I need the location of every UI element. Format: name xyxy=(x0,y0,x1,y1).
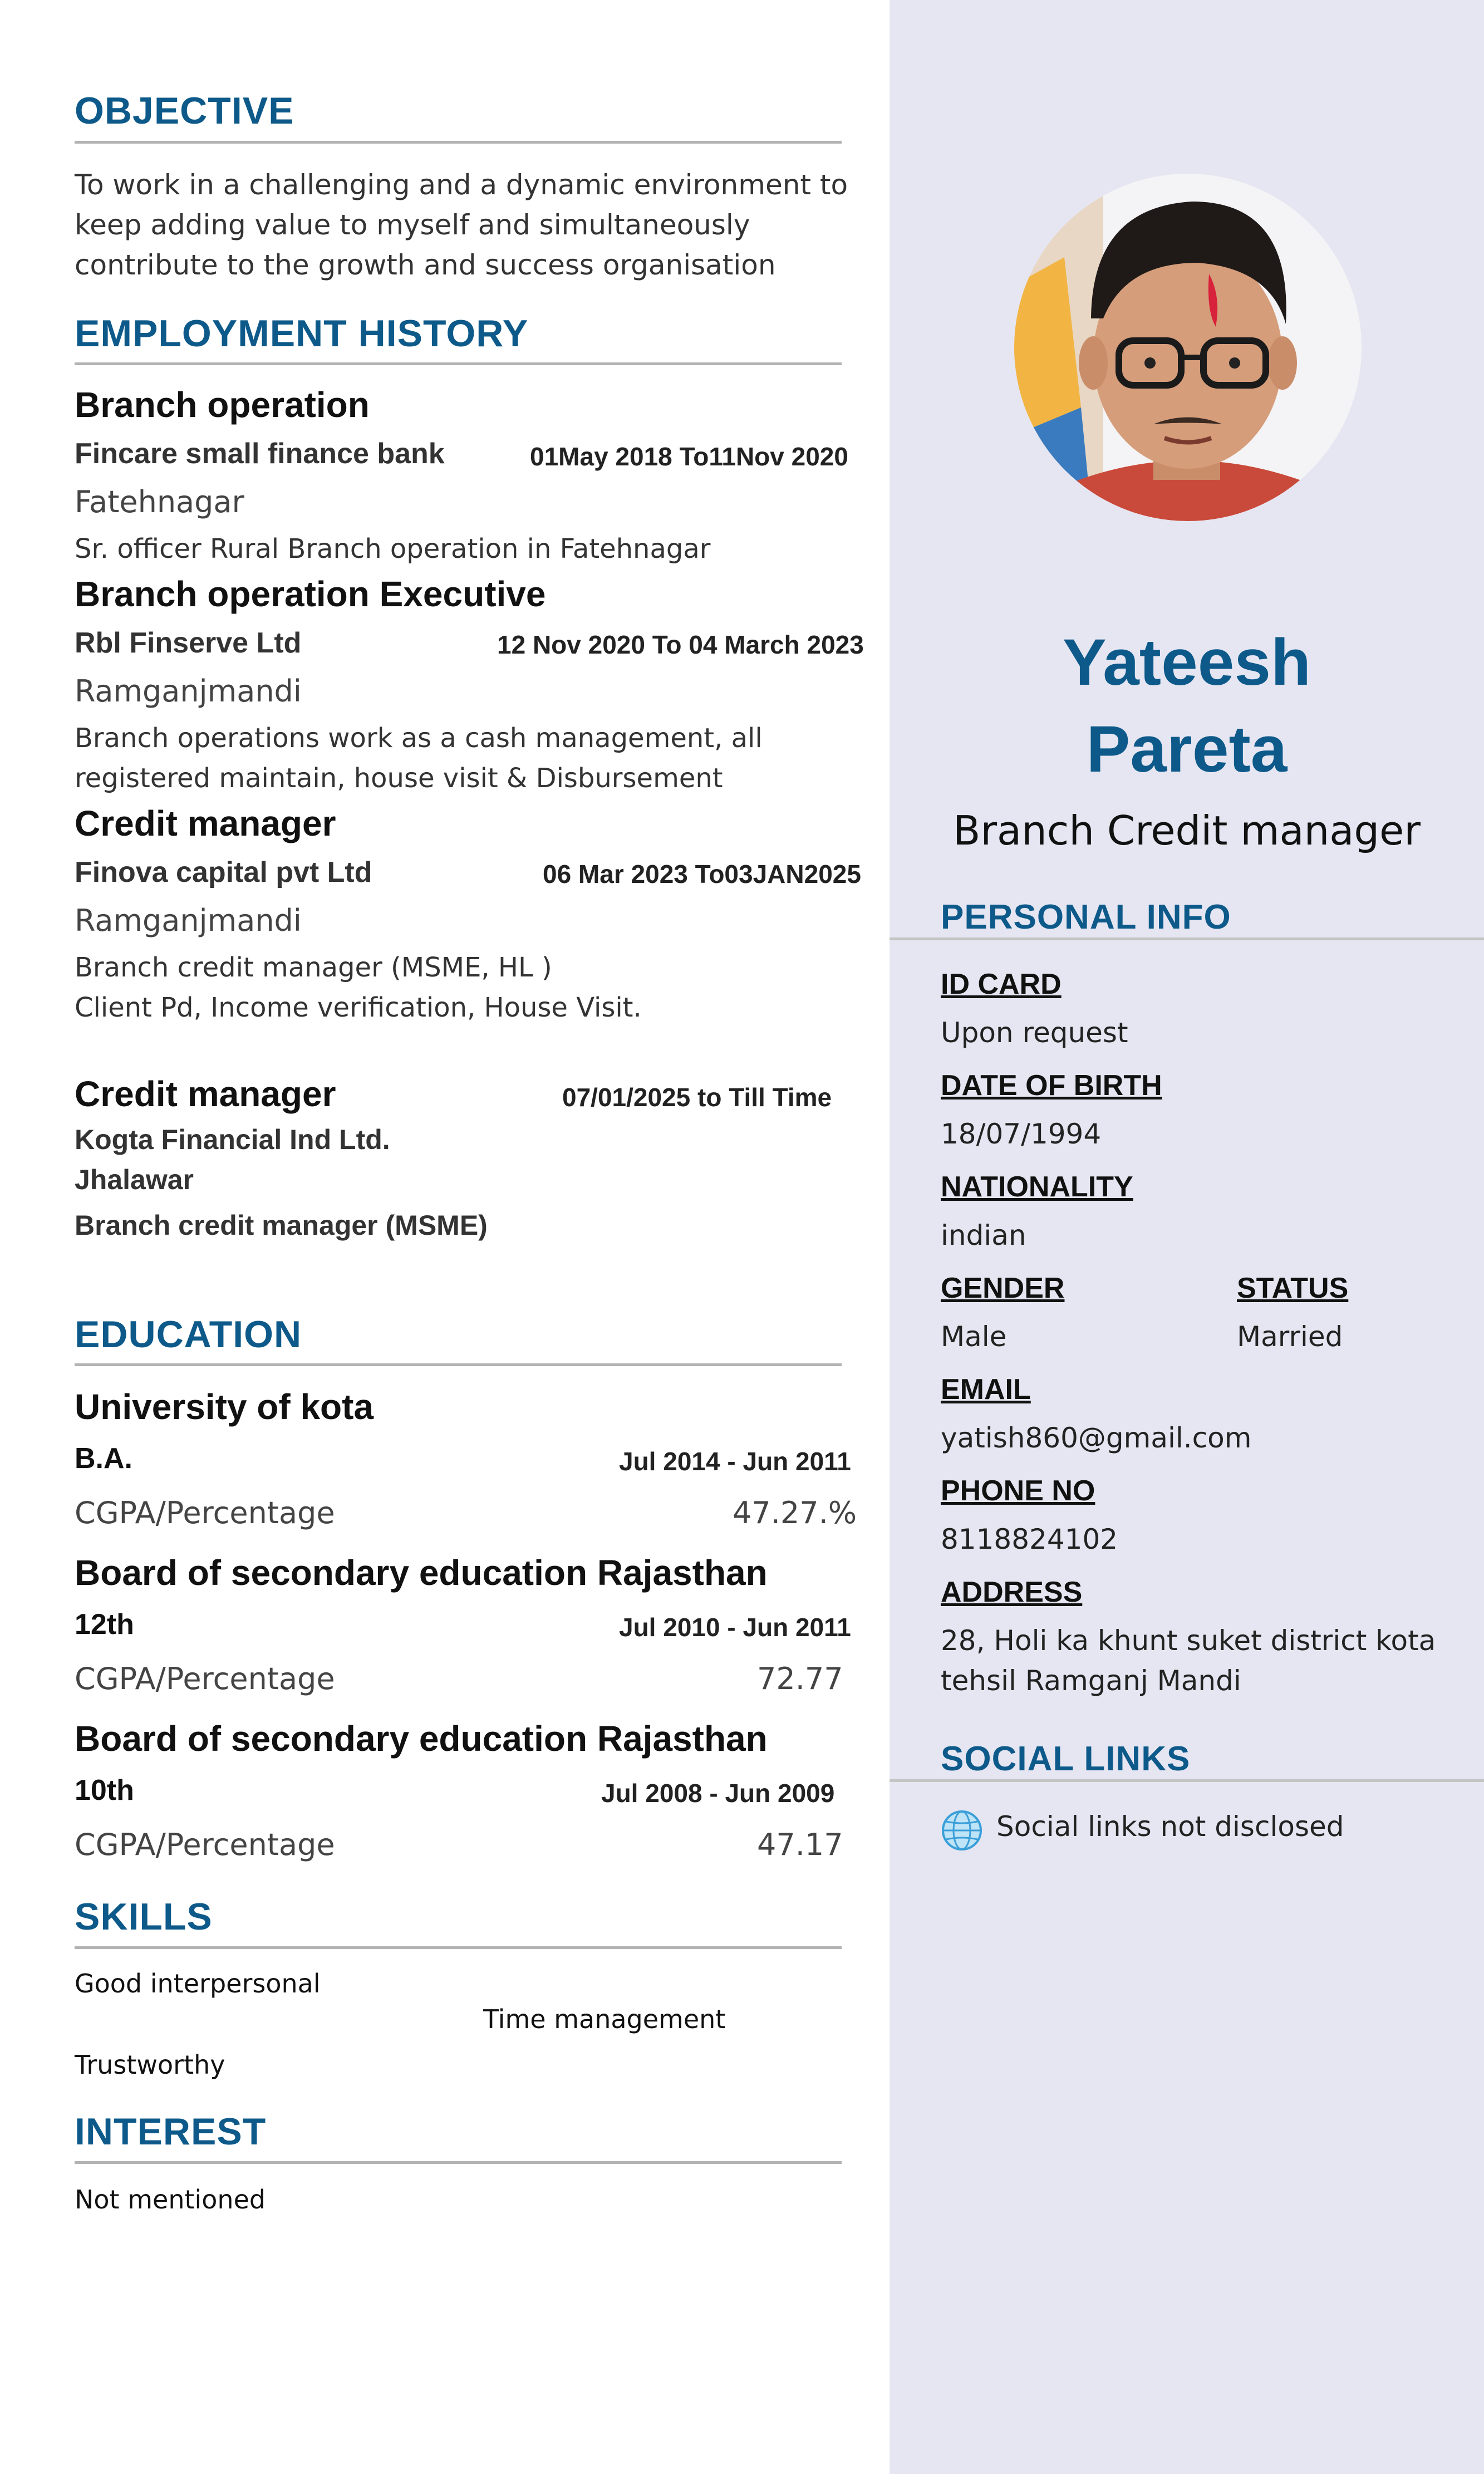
education-school: Board of secondary education Rajasthan xyxy=(75,1553,768,1593)
job-company: Rbl Finserve Ltd xyxy=(75,627,302,659)
interest-divider xyxy=(75,2161,842,2164)
nationality-value: indian xyxy=(941,1219,1026,1251)
id-card-value: Upon request xyxy=(941,1017,1128,1049)
job-description: Branch operations work as a cash management, all xyxy=(75,723,763,754)
job-company: Fincare small finance bank xyxy=(75,438,445,470)
job-title: Credit manager xyxy=(75,1074,336,1114)
globe-icon xyxy=(941,1809,983,1852)
objective-line: keep adding value to myself and simultaneously xyxy=(75,209,750,241)
status-value: Married xyxy=(1237,1321,1343,1353)
grade-value: 72.77 xyxy=(757,1661,843,1696)
gender-value: Male xyxy=(941,1321,1007,1353)
dob-value: 18/07/1994 xyxy=(941,1118,1102,1150)
job-description: registered maintain, house visit & Disbursement xyxy=(75,763,723,794)
social-links-text: Social links not disclosed xyxy=(996,1810,1344,1843)
education-dates: Jul 2008 - Jun 2009 xyxy=(601,1779,835,1808)
education-divider xyxy=(75,1363,842,1366)
objective-divider xyxy=(75,141,842,144)
avatar-photo xyxy=(1014,174,1362,521)
job-location: Ramganjmandi xyxy=(75,903,302,938)
job-company: Finova capital pvt Ltd xyxy=(75,856,372,889)
avatar xyxy=(1014,174,1362,521)
education-heading: EDUCATION xyxy=(75,1313,302,1356)
gender-label: GENDER xyxy=(941,1272,1065,1304)
job-dates: 12 Nov 2020 To 04 March 2023 xyxy=(497,630,864,659)
education-degree: 10th xyxy=(75,1774,134,1807)
objective-heading: OBJECTIVE xyxy=(75,90,294,132)
address-label: ADDRESS xyxy=(941,1576,1083,1608)
education-school: University of kota xyxy=(75,1387,374,1427)
skill-item: Good interpersonal xyxy=(75,1969,321,1999)
id-card-label: ID CARD xyxy=(941,968,1062,1000)
email-label: EMAIL xyxy=(941,1373,1031,1406)
employment-divider xyxy=(75,362,842,365)
social-links-heading: SOCIAL LINKS xyxy=(941,1740,1191,1778)
education-dates: Jul 2010 - Jun 2011 xyxy=(619,1613,851,1642)
education-degree: B.A. xyxy=(75,1442,132,1475)
grade-label: CGPA/Percentage xyxy=(75,1827,335,1862)
objective-line: contribute to the growth and success organisation xyxy=(75,249,776,281)
profile-job-title: Branch Credit manager xyxy=(953,807,1421,854)
email-value[interactable]: yatish860@gmail.com xyxy=(941,1422,1252,1454)
address-line: 28, Holi ka khunt suket district kota xyxy=(941,1624,1436,1657)
education-school: Board of secondary education Rajasthan xyxy=(75,1719,768,1759)
education-dates: Jul 2014 - Jun 2011 xyxy=(619,1447,851,1476)
job-location: Fatehnagar xyxy=(75,484,244,519)
personal-info-heading: PERSONAL INFO xyxy=(941,898,1231,936)
grade-value: 47.17 xyxy=(757,1827,843,1862)
address-line: tehsil Ramganj Mandi xyxy=(941,1665,1241,1697)
grade-label: CGPA/Percentage xyxy=(75,1661,335,1696)
job-dates: 06 Mar 2023 To03JAN2025 xyxy=(543,860,861,889)
objective-text xyxy=(75,165,848,285)
skill-item: Time management xyxy=(483,2004,726,2034)
social-links-divider xyxy=(890,1779,1484,1782)
job-title: Credit manager xyxy=(75,803,336,843)
skill-item: Trustworthy xyxy=(75,2050,225,2080)
personal-info-divider xyxy=(890,937,1484,940)
employment-heading: EMPLOYMENT HISTORY xyxy=(75,312,529,355)
status-label: STATUS xyxy=(1237,1272,1349,1304)
objective-line: To work in a challenging and a dynamic environment to xyxy=(75,169,848,201)
job-company: Kogta Financial Ind Ltd. xyxy=(75,1124,390,1155)
job-title: Branch operation Executive xyxy=(75,574,546,614)
education-degree: 12th xyxy=(75,1608,134,1641)
job-location: Ramganjmandi xyxy=(75,674,302,709)
profile-last-name: Pareta xyxy=(1086,713,1288,786)
job-dates: 01May 2018 To11Nov 2020 xyxy=(530,442,848,471)
nationality-label: NATIONALITY xyxy=(941,1171,1133,1203)
skills-heading: SKILLS xyxy=(75,1896,213,1938)
grade-label: CGPA/Percentage xyxy=(75,1495,335,1530)
dob-label: DATE OF BIRTH xyxy=(941,1069,1162,1102)
job-description: Branch credit manager (MSME, HL ) xyxy=(75,952,552,983)
interest-text: Not mentioned xyxy=(75,2185,266,2215)
job-title: Branch operation xyxy=(75,385,370,425)
job-location: Jhalawar xyxy=(75,1164,194,1195)
interest-heading: INTEREST xyxy=(75,2110,267,2153)
grade-value: 47.27.% xyxy=(733,1495,857,1530)
job-description: Branch credit manager (MSME) xyxy=(75,1210,488,1241)
job-dates: 07/01/2025 to Till Time xyxy=(562,1083,832,1112)
job-description: Sr. officer Rural Branch operation in Fatehnagar xyxy=(75,533,711,564)
phone-value[interactable]: 8118824102 xyxy=(941,1523,1118,1555)
skills-divider xyxy=(75,1946,842,1949)
profile-first-name: Yateesh xyxy=(1062,626,1311,699)
phone-label: PHONE NO xyxy=(941,1475,1095,1507)
job-description: Client Pd, Income verification, House Visit. xyxy=(75,992,642,1023)
